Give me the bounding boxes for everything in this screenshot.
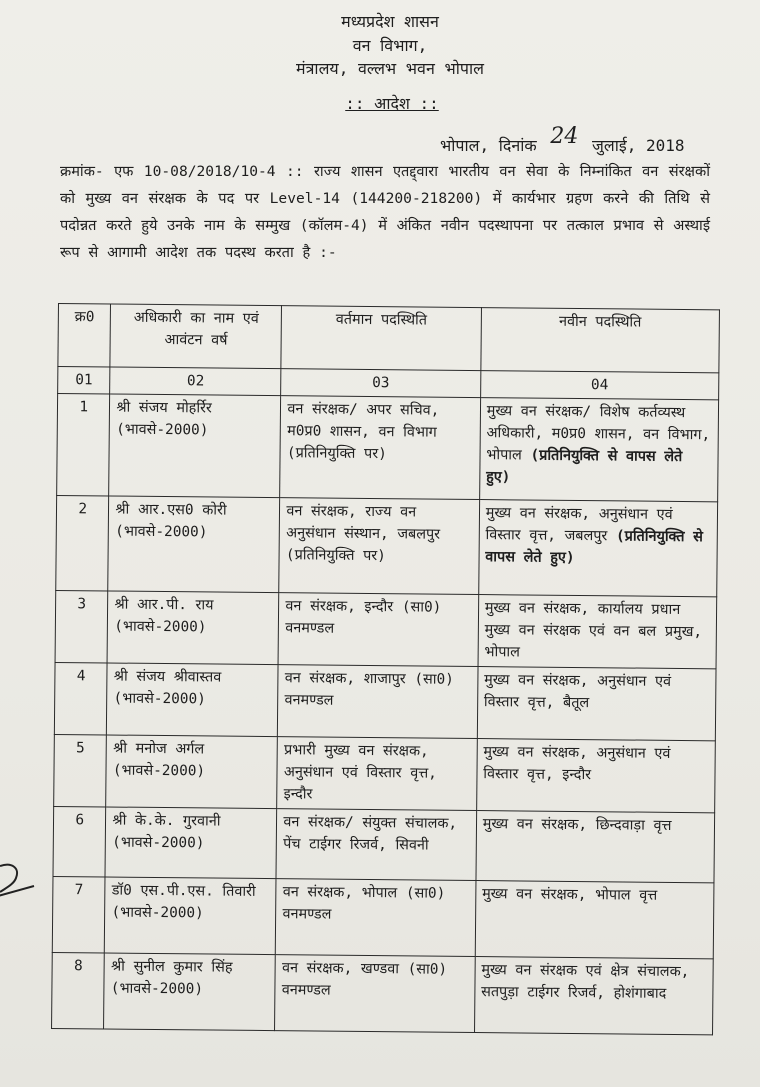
row-serial — [54, 662, 107, 734]
table-row — [56, 495, 718, 596]
row-current-posting-text: वन संरक्षक, शाजापुर (सा0) वनमण्डल — [284, 670, 454, 709]
row-current-posting — [277, 737, 477, 811]
row-officer-name-text: श्री संजय श्रीवास्तव (भावसे-2000) — [113, 668, 222, 708]
row-serial-text: 2 — [78, 501, 88, 518]
header-government: मध्यप्रदेश शासन — [341, 12, 439, 31]
row-serial-text: 6 — [75, 812, 85, 829]
row-officer-name-text: श्री मनोज अर्गल (भावसे-2000) — [112, 740, 206, 780]
row-officer-name-text: डॉ0 एस.पी.एस. तिवारी (भावसे-2000) — [111, 882, 256, 922]
row-new-posting-text: मुख्य वन संरक्षक, अनुसंधान एवं विस्तार वृत्त, बैतूल — [483, 672, 672, 712]
row-current-posting-text: प्रभारी मुख्य वन संरक्षक, अनुसंधान एवं विस्तार वृत्त, इन्दौर — [283, 742, 437, 803]
table-row — [54, 662, 716, 740]
row-new-posting — [475, 881, 714, 959]
row-current-posting — [278, 665, 478, 739]
row-serial — [57, 394, 110, 496]
row-current-posting-text: वन संरक्षक, खण्डवा (सा0) वनमण्डल — [281, 960, 448, 999]
header-officer-name: अधिकारी का नाम एवं आवंटन वर्ष — [110, 304, 282, 369]
table-row — [55, 590, 717, 668]
row-current-posting — [276, 809, 476, 881]
row-serial-text: 1 — [79, 399, 89, 416]
row-serial-text: 7 — [74, 882, 84, 899]
row-officer-name — [109, 394, 281, 498]
header-new-posting: नवीन पदस्थिति — [481, 308, 720, 373]
row-new-posting — [478, 500, 717, 597]
row-serial — [53, 806, 106, 876]
date-day-handwritten: 24 — [550, 124, 579, 149]
row-officer-name — [107, 663, 279, 737]
row-current-posting — [280, 396, 480, 500]
row-officer-name — [108, 496, 280, 593]
row-new-posting-note: (प्रतिनियुक्ति से वापस लेते हुए) — [486, 447, 683, 486]
row-serial — [54, 734, 107, 806]
row-serial-text: 8 — [73, 958, 83, 975]
row-current-posting-text: वन संरक्षक, राज्य वन अनुसंधान संस्थान, जबलपुर (प्रतिनियुक्ति पर) — [285, 503, 441, 565]
date-line — [440, 124, 685, 157]
header-serial: क्र0 — [58, 304, 111, 368]
row-new-posting-text: मुख्य वन संरक्षक, अनुसंधान एवं विस्तार वृत्त, इन्दौर — [483, 744, 671, 784]
col-number-4: 04 — [480, 371, 718, 400]
row-officer-name-text: श्री आर.पी. राय (भावसे-2000) — [114, 596, 214, 636]
row-current-posting-text: वन संरक्षक/ अपर सचिव, म0प्र0 शासन, वन विभाग (प्रतिनियुक्ति पर) — [286, 401, 440, 463]
date-prefix: भोपाल, दिनांक — [440, 136, 537, 155]
header-ministry: मंत्रालय, वल्लभ भवन भोपाल — [296, 59, 484, 78]
col-number-1: 01 — [58, 367, 111, 395]
header-current-posting: वर्तमान पदस्थिति — [281, 306, 481, 371]
row-officer-name-text: श्री सुनील कुमार सिंह (भावसे-2000) — [110, 958, 233, 998]
table-body — [52, 394, 719, 1035]
table-row — [57, 394, 719, 502]
row-officer-name — [105, 807, 277, 879]
row-new-posting — [477, 667, 716, 741]
row-new-posting-text: मुख्य वन संरक्षक एवं क्षेत्र संचालक, सतपुड़ा टाईगर रिजर्व, होशंगाबाद — [481, 962, 690, 1002]
row-new-posting-text: मुख्य वन संरक्षक, अनुसंधान एवं विस्तार वृत्त, जबलपुर — [485, 505, 673, 545]
row-new-posting — [478, 595, 717, 669]
row-current-posting — [276, 879, 476, 957]
col-number-3: 03 — [281, 369, 481, 398]
margin-pen-mark — [0, 858, 38, 904]
col-number-2: 02 — [110, 367, 281, 396]
header-department: वन विभाग, — [352, 36, 428, 55]
row-new-posting-text: मुख्य वन संरक्षक, कार्यालय प्रधान मुख्य वन संरक्षक एवं वन बल प्रमुख, भोपाल — [484, 600, 703, 661]
row-new-posting-note: (प्रतिनियुक्ति से वापस लेते हुए) — [485, 528, 703, 566]
row-new-posting-text: मुख्य वन संरक्षक, छिन्दवाड़ा वृत्त — [482, 816, 672, 834]
row-serial-text: 3 — [77, 596, 87, 613]
row-officer-name — [104, 953, 276, 1031]
order-paragraph: क्रमांक- एफ 10-08/2018/10-4 :: राज्य शासन एतद्द्वारा भारतीय वन सेवा के निम्नांकित वन संरक्षकों को मुख्य वन संरक्षक के पद पर Level-14 (144200-218200) में कार्यभार ग्रहण करने की तिथि से पदोन्नत करते हुये उनके नाम के सम्मुख (कॉलम-4) में अंकित नवीन पदस्थापना पर तत्काल प्रभाव से अस्थाई रूप से आगामी आदेश तक पदस्थ करता है :- — [60, 163, 710, 261]
row-serial — [52, 952, 105, 1028]
row-officer-name — [105, 877, 277, 955]
row-current-posting-text: वन संरक्षक, इन्दौर (सा0) वनमण्डल — [285, 598, 442, 637]
row-new-posting — [479, 398, 718, 502]
table-row — [52, 952, 714, 1034]
date-suffix: जुलाई, 2018 — [591, 136, 685, 155]
promotion-table — [51, 303, 720, 1035]
row-current-posting-text: वन संरक्षक/ संयुक्त संचालक, पेंच टाईगर रिजर्व, सिवनी — [283, 814, 458, 854]
row-officer-name-text: श्री आर.एस0 कोरी (भावसे-2000) — [115, 501, 227, 541]
row-current-posting — [275, 955, 475, 1033]
row-new-posting — [476, 811, 715, 883]
table-header-row — [58, 304, 720, 373]
row-current-posting — [279, 498, 479, 595]
row-serial — [55, 590, 108, 662]
row-officer-name — [107, 591, 279, 665]
row-new-posting — [474, 957, 713, 1035]
row-serial — [52, 876, 105, 952]
row-new-posting-text: मुख्य वन संरक्षक, भोपाल वृत्त — [482, 886, 658, 904]
row-current-posting-text: वन संरक्षक, भोपाल (सा0) वनमण्डल — [282, 884, 446, 923]
row-new-posting — [476, 739, 715, 813]
row-serial-text: 5 — [76, 740, 85, 757]
row-serial-text: 4 — [76, 668, 86, 685]
table-row — [52, 876, 714, 958]
order-title: :: आदेश :: — [345, 94, 439, 113]
row-officer-name-text: श्री के.के. गुरवानी (भावसे-2000) — [112, 812, 221, 852]
row-serial — [56, 495, 109, 590]
row-current-posting — [278, 593, 478, 667]
row-new-posting-text: मुख्य वन संरक्षक/ विशेष कर्तव्यस्थ अधिकारी, म0प्र0 शासन, वन विभाग, भोपाल — [486, 403, 711, 464]
row-officer-name — [106, 735, 278, 809]
table-row — [54, 734, 716, 812]
row-officer-name-text: श्री संजय मोहर्रिर (भावसे-2000) — [116, 399, 212, 439]
table-row — [53, 806, 715, 882]
